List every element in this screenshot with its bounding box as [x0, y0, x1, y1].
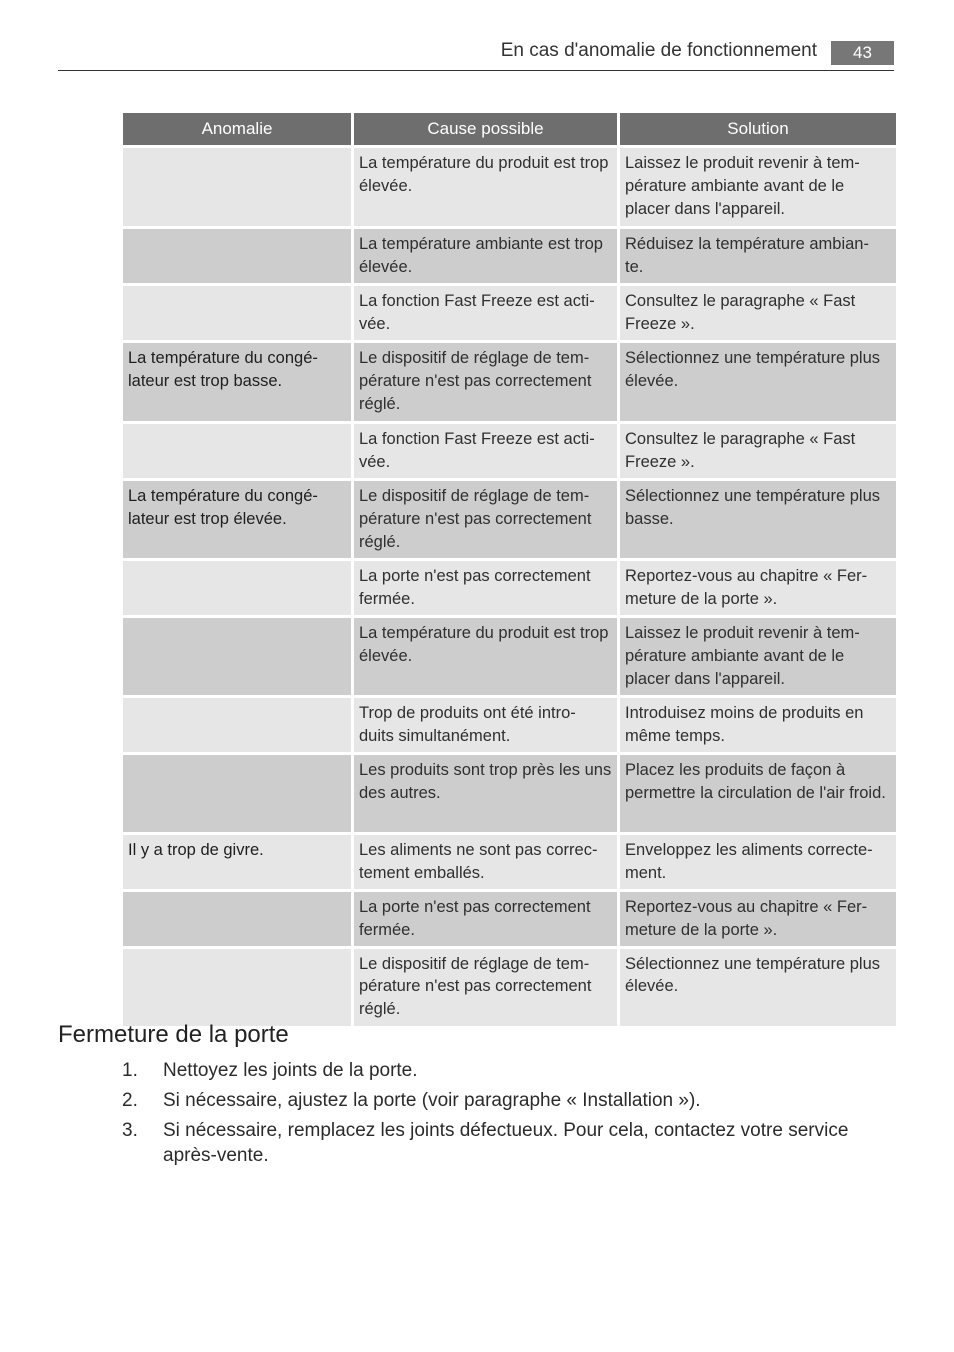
- cell-anomaly: [123, 698, 351, 752]
- cell-solution: Réduisez la température ambian- te.: [620, 229, 896, 283]
- step-number: 2.: [122, 1090, 138, 1111]
- cell-solution: Laissez le produit revenir à tem- pérature ambiante avant de le placer dans l'appareil.: [620, 618, 896, 695]
- table-row: [123, 561, 896, 615]
- table-row: [123, 286, 896, 340]
- table-row: [123, 343, 896, 421]
- cell-anomaly: [123, 618, 351, 695]
- page-number: 43: [831, 41, 894, 65]
- cell-anomaly: [123, 949, 351, 1026]
- cell-cause: Les produits sont trop près les uns des autres.: [354, 755, 617, 832]
- step-text: Si nécessaire, ajustez la porte (voir paragraphe « Installation »).: [163, 1090, 701, 1111]
- cell-cause: Le dispositif de réglage de tem- pérature n'est pas correctement réglé.: [354, 949, 617, 1026]
- cell-anomaly: [123, 424, 351, 478]
- cell-solution: Introduisez moins de produits en même temps.: [620, 698, 896, 752]
- table-row: [123, 835, 896, 889]
- table-row: [123, 949, 896, 1026]
- cell-anomaly: La température du congé- lateur est trop basse.: [123, 343, 351, 421]
- cell-anomaly: [123, 892, 351, 946]
- cell-cause: La porte n'est pas correctement fermée.: [354, 561, 617, 615]
- cell-solution: Placez les produits de façon à permettre la circulation de l'air froid.: [620, 755, 896, 832]
- table-row: [123, 424, 896, 478]
- column-header-cause: Cause possible: [354, 113, 617, 145]
- step-number: 1.: [122, 1060, 138, 1081]
- cell-solution: Sélectionnez une température plus élevée.: [620, 949, 896, 1026]
- cell-solution: Reportez-vous au chapitre « Fer- meture de la porte ».: [620, 892, 896, 946]
- step-text: Si nécessaire, remplacez les joints défectueux. Pour cela, contactez votre service après-vente.: [163, 1120, 849, 1166]
- cell-anomaly: [123, 755, 351, 832]
- column-header-anomaly: Anomalie: [123, 113, 351, 145]
- running-header-title: En cas d'anomalie de fonctionnement: [500, 40, 817, 61]
- cell-solution: Sélectionnez une température plus basse.: [620, 481, 896, 558]
- cell-cause: La fonction Fast Freeze est acti- vée.: [354, 424, 617, 478]
- cell-cause: Le dispositif de réglage de tem- pérature n'est pas correctement réglé.: [354, 343, 617, 421]
- cell-anomaly: [123, 286, 351, 340]
- section-heading: Fermeture de la porte: [58, 1021, 289, 1048]
- cell-cause: Le dispositif de réglage de tem- pérature n'est pas correctement réglé.: [354, 481, 617, 558]
- cell-cause: La température du produit est trop élevée.: [354, 618, 617, 695]
- cell-solution: Enveloppez les aliments correcte- ment.: [620, 835, 896, 889]
- cell-solution: Reportez-vous au chapitre « Fer- meture de la porte ».: [620, 561, 896, 615]
- table-row: [123, 229, 896, 283]
- step-number: 3.: [122, 1120, 138, 1141]
- column-header-solution: Solution: [620, 113, 896, 145]
- troubleshooting-table: [120, 110, 899, 1029]
- cell-cause: La température du produit est trop élevée.: [354, 148, 617, 226]
- cell-anomaly: [123, 561, 351, 615]
- cell-cause: La fonction Fast Freeze est acti- vée.: [354, 286, 617, 340]
- cell-cause: La température ambiante est trop élevée.: [354, 229, 617, 283]
- cell-cause: Trop de produits ont été intro- duits simultanément.: [354, 698, 617, 752]
- cell-cause: La porte n'est pas correctement fermée.: [354, 892, 617, 946]
- cell-solution: Laissez le produit revenir à tem- pérature ambiante avant de le placer dans l'appareil.: [620, 148, 896, 226]
- cell-anomaly: [123, 229, 351, 283]
- table-body: [123, 148, 896, 1026]
- table-row: [123, 481, 896, 558]
- cell-solution: Consultez le paragraphe « Fast Freeze ».: [620, 286, 896, 340]
- cell-anomaly: La température du congé- lateur est trop élevée.: [123, 481, 351, 558]
- table-row: [123, 148, 896, 226]
- cell-solution: Consultez le paragraphe « Fast Freeze ».: [620, 424, 896, 478]
- table-row: [123, 618, 896, 695]
- table-row: [123, 892, 896, 946]
- cell-cause: Les aliments ne sont pas correc- tement emballés.: [354, 835, 617, 889]
- cell-anomaly: [123, 148, 351, 226]
- header-rule: [58, 70, 894, 71]
- cell-anomaly: Il y a trop de givre.: [123, 835, 351, 889]
- table-row: [123, 755, 896, 832]
- table-header-row: [123, 113, 896, 145]
- step-text: Nettoyez les joints de la porte.: [163, 1060, 418, 1081]
- table-row: [123, 698, 896, 752]
- cell-solution: Sélectionnez une température plus élevée.: [620, 343, 896, 421]
